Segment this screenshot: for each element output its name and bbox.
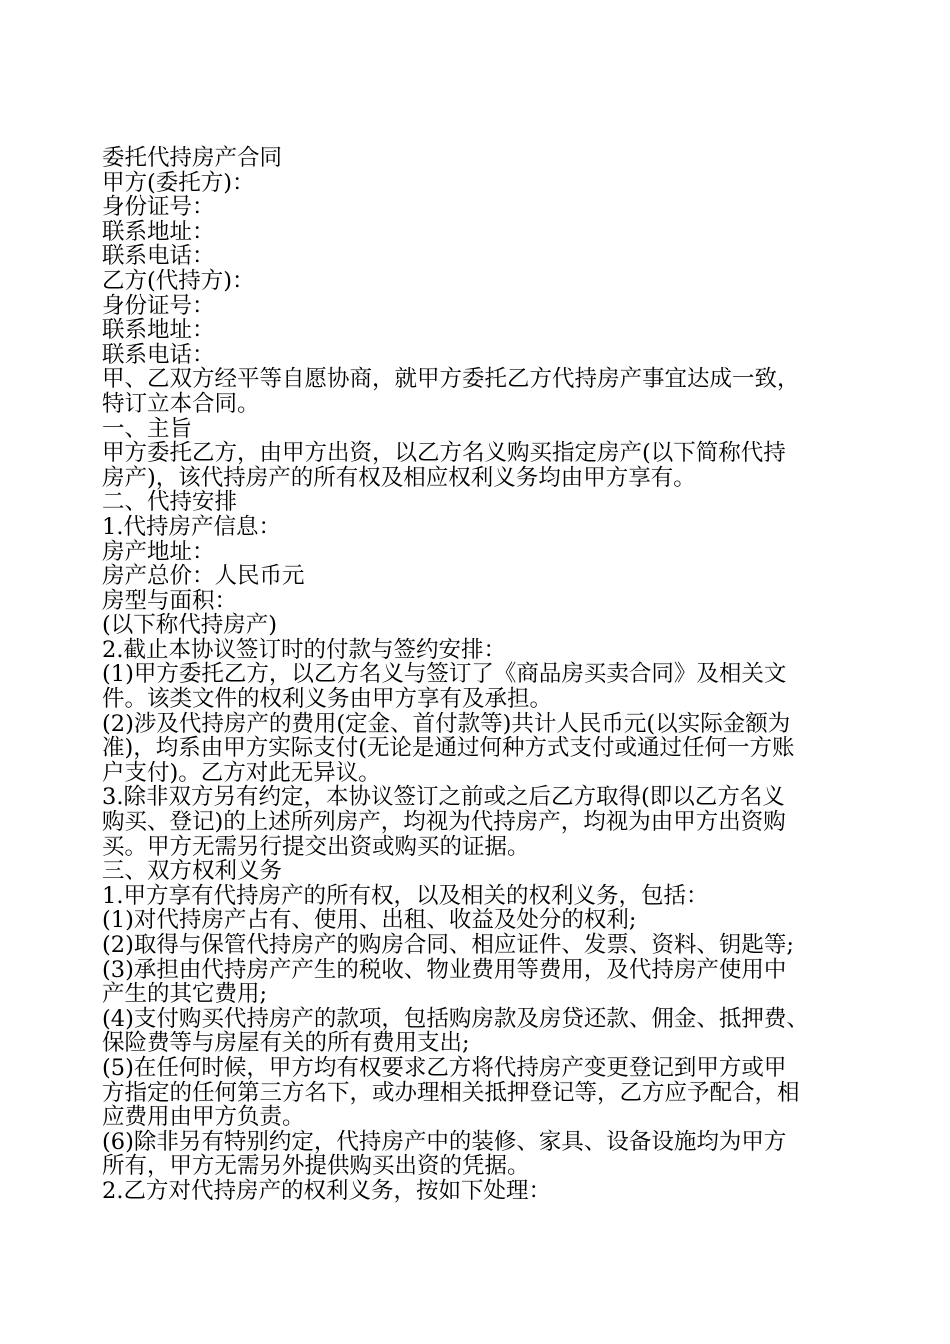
document-body [102,146,862,1204]
party-b-address: 联系地址： [102,317,215,344]
preamble-line: 甲、乙双方经平等自愿协商，就甲方委托乙方代持房产事宜达成一致， [102,366,800,393]
section-heading: 三、双方权利义务 [102,858,283,885]
paragraph-line: 所有，甲方无需另外提供购买出资的凭据。 [102,1153,530,1180]
paragraph-line: 甲方委托乙方，由甲方出资，以乙方名义购买指定房产(以下简称代持 [102,440,786,467]
party-b-phone: 联系电话： [102,341,215,368]
document-title: 委托代持房产合同 [102,145,283,171]
paragraph-line: 房型与面积： [102,587,238,614]
paragraph-line: 2.乙方对代持房产的权利义务，按如下处理： [102,1177,551,1204]
section-heading: 一、主旨 [102,415,193,442]
paragraph-line: 准)，均系由甲方实际支付(无论是通过何种方式支付或通过任何一方账 [102,735,795,762]
paragraph-line: 房产)，该代持房产的所有权及相应权利义务均由甲方享有。 [102,464,696,491]
paragraph-line: 2.截止本协议签订时的付款与签约安排： [102,636,506,663]
paragraph-line: (2)涉及代持房产的费用(定金、首付款等)共计人民币元(以实际金额为 [102,710,791,737]
party-b-id-number: 身份证号： [102,292,215,319]
paragraph-line: 买。甲方无需另行提交出资或购买的证据。 [102,833,530,860]
paragraph-line: 应费用由甲方负责。 [102,1104,305,1131]
paragraph-line: (1)对代持房产占有、使用、出租、收益及处分的权利; [102,907,637,934]
paragraph-line: 方指定的任何第三方名下，或办理相关抵押登记等，乙方应予配合，相 [102,1079,800,1106]
party-a-label: 甲方(委托方)： [102,169,255,196]
paragraph-line: 件。该类文件的权利义务由甲方享有及承担。 [102,686,553,713]
party-a-phone: 联系电话： [102,243,215,270]
paragraph-line: 房产地址： [102,538,215,565]
paragraph-line: (6)除非另有特别约定，代持房产中的装修、家具、设备设施均为甲方 [102,1128,787,1155]
paragraph-line: (5)在任何时候，甲方均有权要求乙方将代持房产变更登记到甲方或甲 [102,1054,787,1081]
party-b-label: 乙方(代持方)： [102,267,255,294]
paragraph-line: (1)甲方委托乙方，以乙方名义与签订了《商品房买卖合同》及相关文 [102,661,787,688]
paragraph-line: (2)取得与保管代持房产的购房合同、相应证件、发票、资料、钥匙等; [102,932,794,958]
paragraph-line: 购买、登记)的上述所列房产，均视为代持房产，均视为由甲方出资购 [102,809,786,836]
preamble-line: 特订立本合同。 [102,390,260,417]
party-a-address: 联系地址： [102,218,215,245]
paragraph-line: 3.除非双方另有约定，本协议签订之前或之后乙方取得(即以乙方名义 [102,784,785,811]
paragraph-line: 保险费等与房屋有关的所有费用支出; [102,1030,470,1057]
paragraph-line: 户支付)。乙方对此无异议。 [102,759,381,786]
section-heading: 二、代持安排 [102,489,238,516]
paragraph-line: 房产总价：人民币元 [102,563,305,590]
paragraph-line: 1.甲方享有代持房产的所有权，以及相关的权利义务，包括： [102,882,709,909]
paragraph-line: (以下称代持房产) [102,612,278,639]
paragraph-line: (4)支付购买代持房产的款项，包括购房款及房贷还款、佣金、抵押费、 [102,1005,809,1032]
party-a-id-number: 身份证号： [102,194,215,221]
paragraph-line: 1.代持房产信息： [102,513,281,540]
paragraph-line: 产生的其它费用; [102,981,268,1008]
paragraph-line: (3)承担由代持房产产生的税收、物业费用等费用，及代持房产使用中 [102,956,787,983]
